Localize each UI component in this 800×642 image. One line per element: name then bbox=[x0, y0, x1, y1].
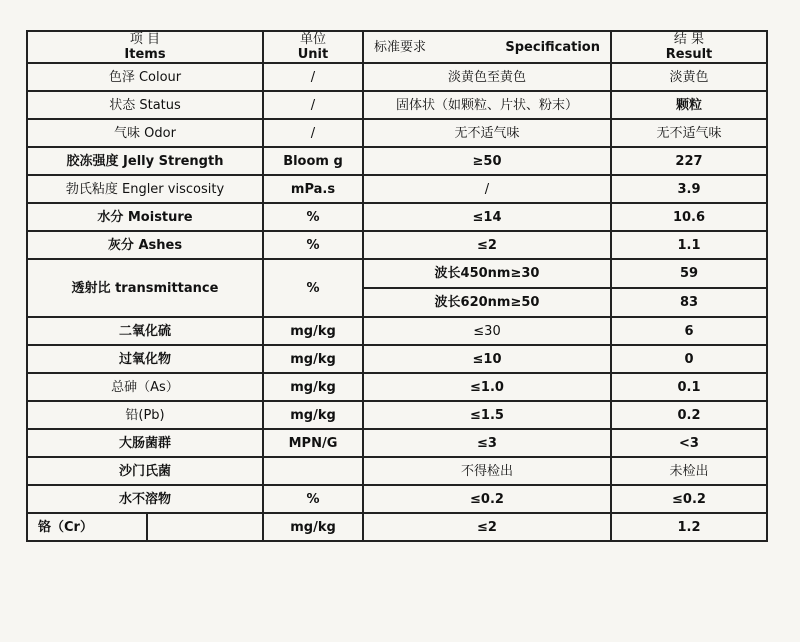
unit-cell: mg/kg bbox=[263, 317, 363, 345]
item-cell: 勃氏粘度 Engler viscosity bbox=[27, 175, 263, 203]
item-cell: 水分 Moisture bbox=[27, 203, 263, 231]
result-cell: 颗粒 bbox=[611, 91, 767, 119]
result-cell: ≤0.2 bbox=[611, 485, 767, 513]
spec-cell: ≤10 bbox=[363, 345, 611, 373]
specification-table bbox=[26, 30, 768, 542]
result-cell: 0 bbox=[611, 345, 767, 373]
unit-cell: % bbox=[263, 259, 363, 317]
spec-cell: 无不适气味 bbox=[363, 119, 611, 147]
header-specification: 标准要求 Specification bbox=[363, 31, 611, 63]
item-cell: 色泽 Colour bbox=[27, 63, 263, 91]
result-cell: 未检出 bbox=[611, 457, 767, 485]
spec-cell: ≥50 bbox=[363, 147, 611, 175]
item-cell bbox=[27, 513, 263, 541]
table-row bbox=[27, 63, 767, 91]
header-items: 项 目 Items bbox=[27, 31, 263, 63]
item-cell: 状态 Status bbox=[27, 91, 263, 119]
item-cell: 过氧化物 bbox=[27, 345, 263, 373]
result-cell: 3.9 bbox=[611, 175, 767, 203]
unit-cell: % bbox=[263, 485, 363, 513]
item-cell: 水不溶物 bbox=[27, 485, 263, 513]
table-row bbox=[27, 457, 767, 485]
unit-cell: Bloom g bbox=[263, 147, 363, 175]
table-row bbox=[27, 175, 767, 203]
header-result: 结 果 Result bbox=[611, 31, 767, 63]
item-label: 铬（Cr） bbox=[32, 514, 148, 540]
table-row bbox=[27, 119, 767, 147]
spec-cell: 不得检出 bbox=[363, 457, 611, 485]
result-cell: 无不适气味 bbox=[611, 119, 767, 147]
unit-cell: % bbox=[263, 203, 363, 231]
unit-cell: / bbox=[263, 63, 363, 91]
item-cell: 总砷（As） bbox=[27, 373, 263, 401]
table-row bbox=[27, 401, 767, 429]
item-cell: 胶冻强度 Jelly Strength bbox=[27, 147, 263, 175]
spec-cell: ≤0.2 bbox=[363, 485, 611, 513]
table-row bbox=[27, 91, 767, 119]
table-row bbox=[27, 147, 767, 175]
spec-cell: 淡黄色至黄色 bbox=[363, 63, 611, 91]
result-cell: 0.1 bbox=[611, 373, 767, 401]
header-unit: 单位 Unit bbox=[263, 31, 363, 63]
unit-cell: mg/kg bbox=[263, 345, 363, 373]
result-cell: 6 bbox=[611, 317, 767, 345]
unit-cell: % bbox=[263, 231, 363, 259]
table-row bbox=[27, 259, 767, 288]
unit-cell: mg/kg bbox=[263, 401, 363, 429]
item-cell: 灰分 Ashes bbox=[27, 231, 263, 259]
item-cell: 大肠菌群 bbox=[27, 429, 263, 457]
result-cell: 10.6 bbox=[611, 203, 767, 231]
item-cell: 沙门氏菌 bbox=[27, 457, 263, 485]
unit-cell: mg/kg bbox=[263, 373, 363, 401]
spec-cell: ≤2 bbox=[363, 231, 611, 259]
unit-cell: mg/kg bbox=[263, 513, 363, 541]
unit-cell: MPN/G bbox=[263, 429, 363, 457]
result-cell: 1.1 bbox=[611, 231, 767, 259]
spec-cell: / bbox=[363, 175, 611, 203]
spec-cell: ≤1.5 bbox=[363, 401, 611, 429]
spec-cell: ≤14 bbox=[363, 203, 611, 231]
spec-cell: ≤30 bbox=[363, 317, 611, 345]
spec-cell: 固体状（如颗粒、片状、粉末） bbox=[363, 91, 611, 119]
result-cell: 1.2 bbox=[611, 513, 767, 541]
table-row bbox=[27, 317, 767, 345]
result-cell: 淡黄色 bbox=[611, 63, 767, 91]
spec-cell: ≤2 bbox=[363, 513, 611, 541]
spec-cell: ≤1.0 bbox=[363, 373, 611, 401]
unit-cell bbox=[263, 457, 363, 485]
spec-cell: ≤3 bbox=[363, 429, 611, 457]
item-cell: 气味 Odor bbox=[27, 119, 263, 147]
table-header-row bbox=[27, 31, 767, 63]
item-cell: 铅(Pb) bbox=[27, 401, 263, 429]
unit-cell: mPa.s bbox=[263, 175, 363, 203]
unit-cell: / bbox=[263, 91, 363, 119]
result-cell: 83 bbox=[611, 288, 767, 317]
unit-cell: / bbox=[263, 119, 363, 147]
table-row bbox=[27, 203, 767, 231]
item-cell: 二氧化硫 bbox=[27, 317, 263, 345]
spec-cell: 波长450nm≥30 bbox=[363, 259, 611, 288]
table-row bbox=[27, 513, 767, 541]
result-cell: 227 bbox=[611, 147, 767, 175]
table-row bbox=[27, 231, 767, 259]
table-row bbox=[27, 345, 767, 373]
result-cell: <3 bbox=[611, 429, 767, 457]
table-row bbox=[27, 373, 767, 401]
table-row bbox=[27, 485, 767, 513]
item-cell: 透射比 transmittance bbox=[27, 259, 263, 317]
spec-cell: 波长620nm≥50 bbox=[363, 288, 611, 317]
result-cell: 0.2 bbox=[611, 401, 767, 429]
result-cell: 59 bbox=[611, 259, 767, 288]
table-row bbox=[27, 429, 767, 457]
